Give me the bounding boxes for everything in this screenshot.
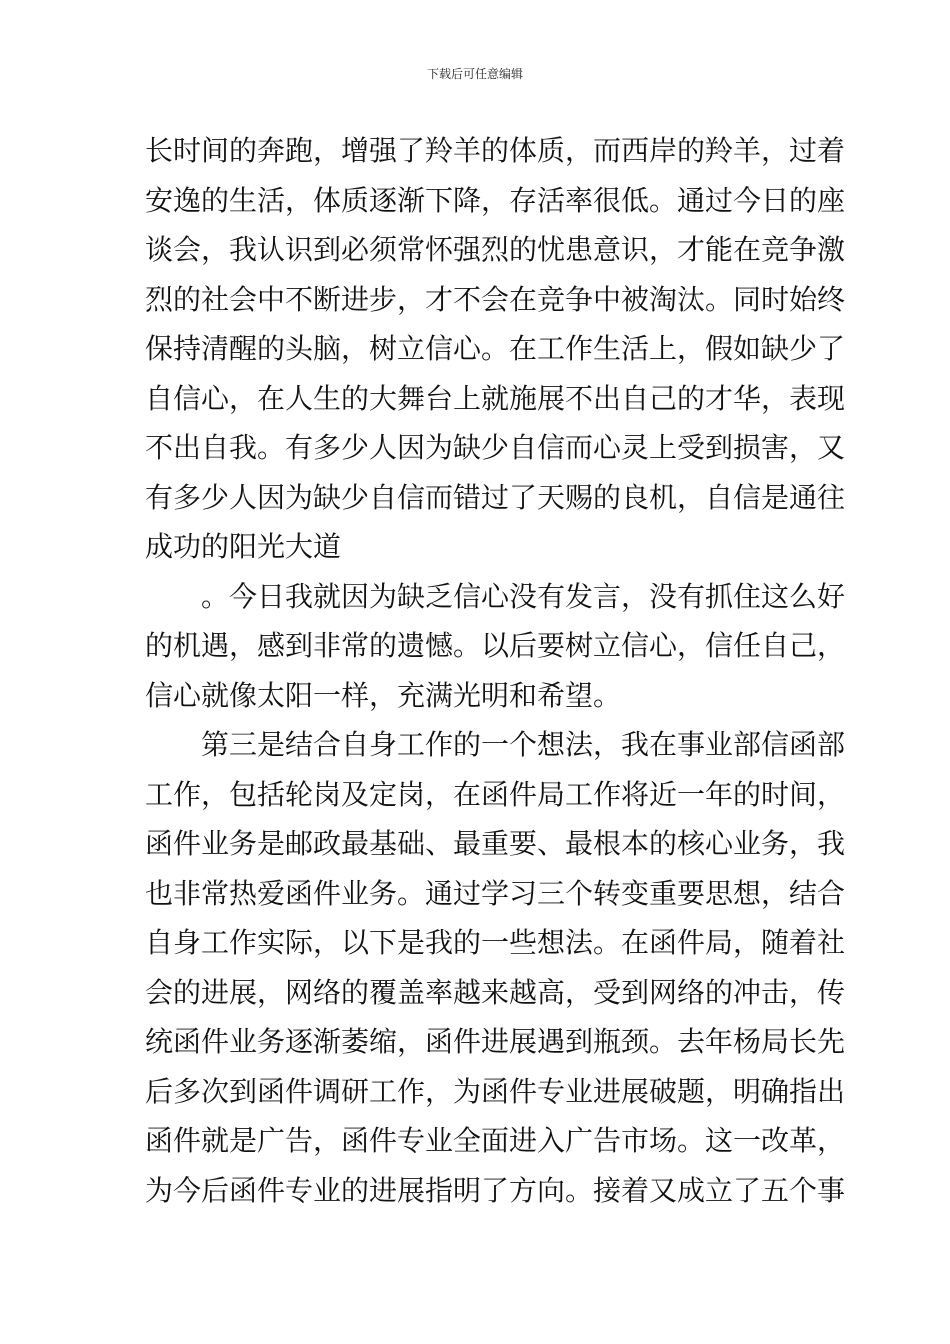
page-header: 下载后可任意编辑 [426, 67, 523, 81]
text-line: 为今后函件专业的进展指明了方向。接着又成立了五个事 [145, 1173, 846, 1207]
text-line: 函件就是广告，函件专业全面进入广告市场。这一改革， [145, 1124, 846, 1157]
text-line: 工作，包括轮岗及定岗，在函件局工作将近一年的时间， [145, 777, 846, 811]
text-line: 函件业务是邮政最基础、最重要、最根本的核心业务，我 [145, 827, 846, 860]
text-line: 自身工作实际，以下是我的一些想法。在函件局，随着社 [145, 926, 846, 959]
text-line: 有多少人因为缺少自信而错过了天赐的良机，自信是通往 [145, 480, 846, 514]
text-line: 烈的社会中不断进步，才不会在竞争中被淘汰。同时始终 [145, 282, 846, 316]
text-line: 第三是结合自身工作的一个想法，我在事业部信函部 [201, 728, 846, 761]
text-line: 保持清醒的头脑，树立信心。在工作生活上，假如缺少了 [145, 332, 846, 365]
text-line: 不出自我。有多少人因为缺少自信而心灵上受到损害，又 [145, 431, 846, 464]
text-line: 也非常热爱函件业务。通过学习三个转变重要思想，结合 [145, 876, 846, 910]
text-line: 长时间的奔跑，增强了羚羊的体质，而西岸的羚羊，过着 [145, 134, 846, 167]
text-line: 信心就像太阳一样，充满光明和希望。 [145, 678, 622, 712]
text-line: 的机遇，感到非常的遗憾。以后要树立信心，信任自己， [145, 629, 846, 662]
text-line: 会的进展，网络的覆盖率越来越高，受到网络的冲击，传 [145, 975, 846, 1009]
text-line: 后多次到函件调研工作，为函件专业进展破题，明确指出 [145, 1074, 846, 1108]
text-line: 。今日我就因为缺乏信心没有发言，没有抓住这么好 [201, 579, 846, 613]
text-line: 统函件业务逐渐萎缩，函件进展遇到瓶颈。去年杨局长先 [145, 1025, 846, 1058]
text-line: 成功的阳光大道 [145, 530, 342, 563]
text-line: 安逸的生活，体质逐渐下降，存活率很低。通过今日的座 [145, 183, 846, 217]
text-line: 自信心，在人生的大舞台上就施展不出自己的才华，表现 [145, 381, 846, 415]
text-line: 谈会，我认识到必须常怀强烈的忧患意识，才能在竞争激 [145, 233, 846, 266]
body-text [145, 126, 846, 1215]
